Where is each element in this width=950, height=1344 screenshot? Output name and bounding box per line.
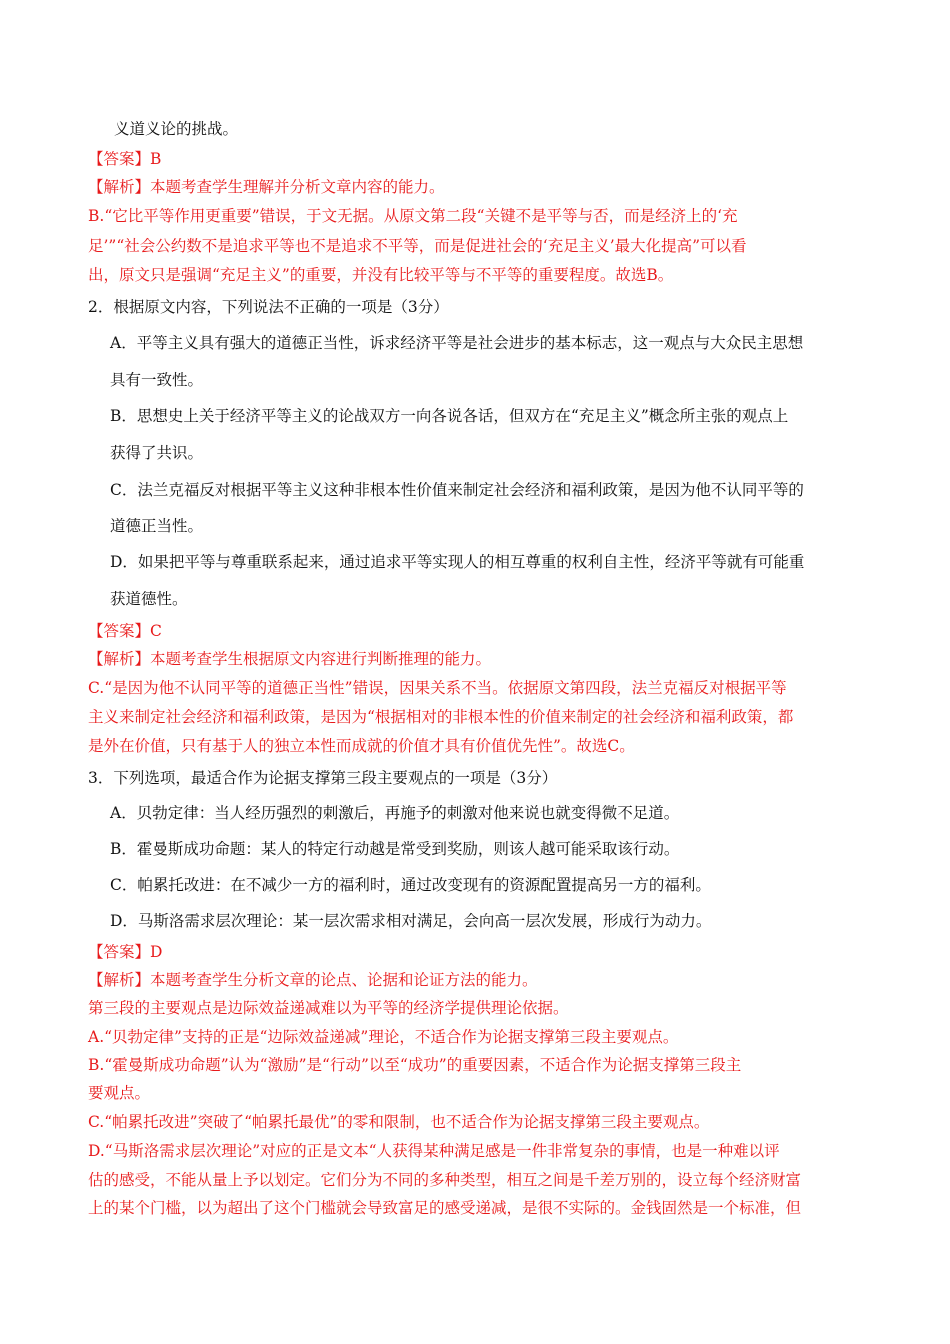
q3-answer: 【答案】D [88,943,163,961]
q1-answer: 【答案】B [88,150,162,168]
q3-explanation-line: A.“贝勃定律”支持的正是“边际效益递减”理论，不适合作为论据支撑第三段主要观点。 [88,1028,679,1046]
q3-explanation-line: 要观点。 [88,1084,151,1102]
q3-option-a: A．贝勃定律：当人经历强烈的刺激后，再施予的刺激对他来说也就变得微不足道。 [110,804,680,822]
q2-option-a-cont: 具有一致性。 [110,371,204,389]
q1-continuation: 义道义论的挑战。 [114,120,239,138]
q3-explanation-line: 估的感受，不能从量上予以划定。它们分为不同的多种类型，相互之间是千差万别的，设立每个经济财富 [88,1171,802,1189]
q3-explanation-line: 第三段的主要观点是边际效益递减难以为平等的经济学提供理论依据。 [88,999,569,1017]
q3-analysis-heading: 【解析】本题考查学生分析文章的论点、论据和论证方法的能力。 [88,971,538,989]
q2-stem: 2．根据原文内容，下列说法不正确的一项是（3分） [88,298,449,316]
q3-option-d: D．马斯洛需求层次理论：某一层次需求相对满足，会向高一层次发展，形成行为动力。 [110,912,712,930]
q2-option-d: D．如果把平等与尊重联系起来，通过追求平等实现人的相互尊重的权利自主性，经济平等就有可能重 [110,553,805,571]
q3-explanation-line: B.“霍曼斯成功命题”认为“激励”是“行动”以至“成功”的重要因素，不适合作为论据支撑第三段主 [88,1056,742,1074]
q1-explanation-line: B.“它比平等作用更重要”错误，于文无据。从原文第二段“关键不是平等与否，而是经济上的‘充 [88,207,738,225]
q3-explanation-line: D.“马斯洛需求层次理论”对应的正是文本“人获得某种满足感是一件非常复杂的事情，也是一种难以评 [88,1142,780,1160]
q2-analysis-heading: 【解析】本题考查学生根据原文内容进行判断推理的能力。 [88,650,492,668]
q2-explanation-line: 主义来制定社会经济和福利政策，是因为“根据相对的非根本性的价值来制定的社会经济和福利政策，都 [88,708,794,726]
q3-stem: 3．下列选项，最适合作为论据支撑第三段主要观点的一项是（3分） [88,769,558,787]
q2-option-c: C．法兰克福反对根据平等主义这种非根本性价值来制定社会经济和福利政策，是因为他不认同平等的 [110,481,804,499]
q1-explanation-line: 出，原文只是强调“充足主义”的重要，并没有比较平等与不平等的重要程度。故选B。 [88,266,674,284]
q1-explanation-line: 足’”“社会公约数不是追求平等也不是追求不平等，而是促进社会的‘充足主义’最大化提高”可以看 [88,237,747,255]
q3-explanation-line: C.“帕累托改进”突破了“帕累托最优”的零和限制，也不适合作为论据支撑第三段主要观点。 [88,1113,710,1131]
q3-option-c: C．帕累托改进：在不减少一方的福利时，通过改变现有的资源配置提高另一方的福利。 [110,876,711,894]
q3-option-b: B．霍曼斯成功命题：某人的特定行动越是常受到奖励，则该人越可能采取该行动。 [110,840,680,858]
q2-option-a: A．平等主义具有强大的道德正当性，诉求经济平等是社会进步的基本标志，这一观点与大众民主思想 [110,334,804,352]
q2-option-c-cont: 道德正当性。 [110,517,204,535]
q3-explanation-line: 上的某个门槛，以为超出了这个门槛就会导致富足的感受递减，是很不实际的。金钱固然是一个标准，但 [88,1199,802,1217]
q2-option-d-cont: 获道德性。 [110,590,188,608]
q2-option-b-cont: 获得了共识。 [110,444,204,462]
q2-explanation-line: C.“是因为他不认同平等的道德正当性”错误，因果关系不当。依据原文第四段，法兰克福反对根据平等 [88,679,787,697]
q2-answer: 【答案】C [88,622,162,640]
q2-option-b: B．思想史上关于经济平等主义的论战双方一向各说各话，但双方在“充足主义”概念所主张的观点上 [110,407,789,425]
q1-analysis-heading: 【解析】本题考查学生理解并分析文章内容的能力。 [88,178,445,196]
q2-explanation-line: 是外在价值，只有基于人的独立本性而成就的价值才具有价值优先性”。故选C。 [88,737,635,755]
